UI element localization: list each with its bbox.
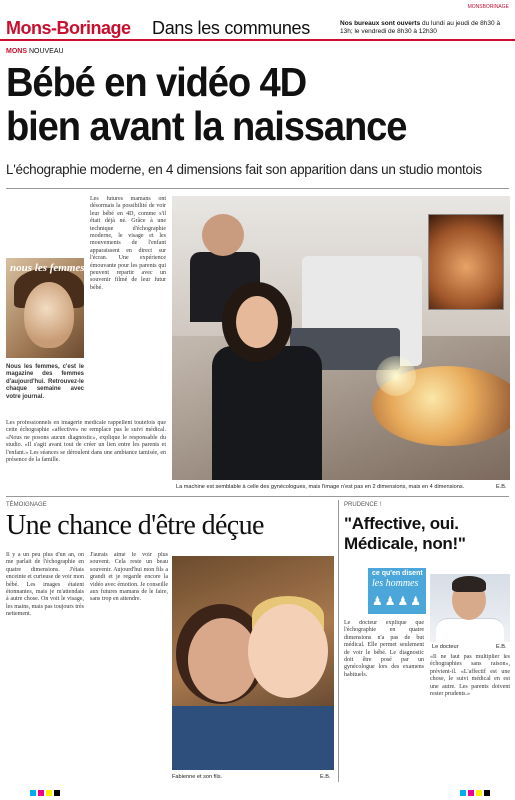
rule-middle <box>6 496 509 497</box>
prudence-col-2: «Il ne faut pas multiplier les échographies sans raison», prévient-il. «L'affectif est une chose, le suivi médical en est une autre. Les parents doivent rester prudents.» <box>430 654 510 698</box>
magenta-mark-right <box>468 790 474 796</box>
sidebar-label: nous les femmes <box>10 262 85 274</box>
cyan-mark <box>30 790 36 796</box>
article-col-2: Les professionnels en imagerie médicale rappellent toutefois que cette échographie «affective» ne remplace pas le suivi médical. «Nous ne posons aucun diagnostic», explique le responsable du studio. «Il s'agit avant tout de créer un lien entre les parents et l'enfant.» Les séances se déroulent dans une ambiance tamisée, en présence de la famille. <box>6 420 166 464</box>
prudence-label: PRUDENCE ! <box>344 502 382 508</box>
section-divider <box>0 39 515 41</box>
article-kicker <box>6 48 64 55</box>
temoignage-photo-credit: E.B. <box>320 774 331 780</box>
men-box-title: ce qu'en disent <box>372 570 423 577</box>
rule-top <box>6 188 509 189</box>
column-divider <box>338 500 339 782</box>
temoignage-photo-caption: Fabienne et son fils. <box>172 774 223 780</box>
ultrasound-photo <box>172 196 510 480</box>
main-photo-credit: E.B. <box>496 484 507 490</box>
temoignage-label: TÉMOIGNAGE <box>6 502 47 508</box>
prudence-headline: "Affective, oui. Médicale, non!" <box>344 514 466 553</box>
doctor-photo <box>430 574 510 642</box>
doctor-credit: E.B. <box>496 644 507 650</box>
photo-mother-face <box>188 618 258 702</box>
section-brand: Mons-Borinage <box>6 18 131 38</box>
print-marks <box>0 786 515 800</box>
yellow-mark-right <box>476 790 482 796</box>
main-photo-caption: La machine est semblable à celle des gynécologues, mais l'image n'est pas en 2 dimensions, mais en 4 dimensions. <box>176 484 465 490</box>
office-hours-bold: Nos bureaux sont ouverts <box>340 20 421 27</box>
photo-woman-face <box>236 296 278 348</box>
office-hours-text: du lundi au jeudi de 8h30 à 13h; le vendredi de 8h30 à 12h30 <box>340 20 501 35</box>
doctor-caption: Le docteur <box>432 644 459 650</box>
men-box-subtitle: les hommes <box>372 578 419 589</box>
temoignage-col-1: Il y a un peu plus d'un an, on me parlait de l'échographie en quatre dimensions. J'étais enceinte et curieuse de voir mon bébé. Les images étaient étonnantes, mais je m'attendais à autre chose. On voit le visage, les mains, mais pas toujours très nettement. <box>6 552 84 618</box>
article-col-1: Les futures mamans ont désormais la possibilité de voir leur bébé en 4D, comme s'il était déjà né. Grâce à une technique d'échographie moderne, le visage et les mouvements de l'enfant apparaissent en direct sur l'écran. Une expérience émouvante pour les parents qui peuvent repartir avec un souvenir filmé de leur futur bébé. <box>90 196 166 291</box>
mother-child-photo <box>172 556 334 770</box>
photo-man-head <box>202 214 244 256</box>
temoignage-col-2: J'aurais aimé le voir plus souvent. Cela reste un beau souvenir. Aujourd'hui mon fils a grandi et je regarde encore la vidéo avec émotion. Je conseille aux futures mamans de le faire, sans trop en attendre. <box>90 552 168 603</box>
photo-probe-glow <box>376 356 416 396</box>
headline-line-2: bien avant la naissance <box>6 103 407 149</box>
yellow-mark <box>46 790 52 796</box>
black-mark-right <box>484 790 490 796</box>
section-subtitle: Dans les communes <box>152 18 310 38</box>
magenta-mark <box>38 790 44 796</box>
photo-woman-body <box>212 346 322 480</box>
photo-shirt <box>172 706 334 770</box>
black-mark <box>54 790 60 796</box>
prudence-col-1: Le docteur explique que l'échographie en quatre dimensions n'a pas de but médical. Elle permet seulement de voir le bébé. Le diagnostic doit être posé par un gynécologue lors des examens habituels. <box>344 620 424 678</box>
headline-line-1: Bébé en vidéo 4D <box>6 59 306 105</box>
article-headline <box>6 60 476 148</box>
sidebar-face <box>24 282 74 348</box>
photo-doctor-coat <box>436 618 504 642</box>
cyan-mark-right <box>460 790 466 796</box>
kicker-tag: NOUVEAU <box>28 48 64 55</box>
photo-baby-face <box>248 604 328 698</box>
temoignage-headline: Une chance d'être déçue <box>6 510 264 541</box>
kicker-place: MONS <box>6 48 27 55</box>
sidebar-caption: Nous les femmes, c'est le magazine des femmes d'aujourd'hui. Retrouvez-le chaque semaine avec votre journal. <box>6 364 84 400</box>
top-bar <box>0 0 515 16</box>
photo-4d-screen <box>428 214 504 310</box>
office-hours <box>340 20 510 36</box>
photo-doctor-hair <box>452 576 486 592</box>
page-number: MONSBORINAGE <box>467 4 509 10</box>
people-icon: ♟♟♟♟ <box>372 594 424 608</box>
men-box <box>368 568 426 614</box>
article-subhead: L'échographie moderne, en 4 dimensions fait son apparition dans un studio montois <box>6 162 482 177</box>
